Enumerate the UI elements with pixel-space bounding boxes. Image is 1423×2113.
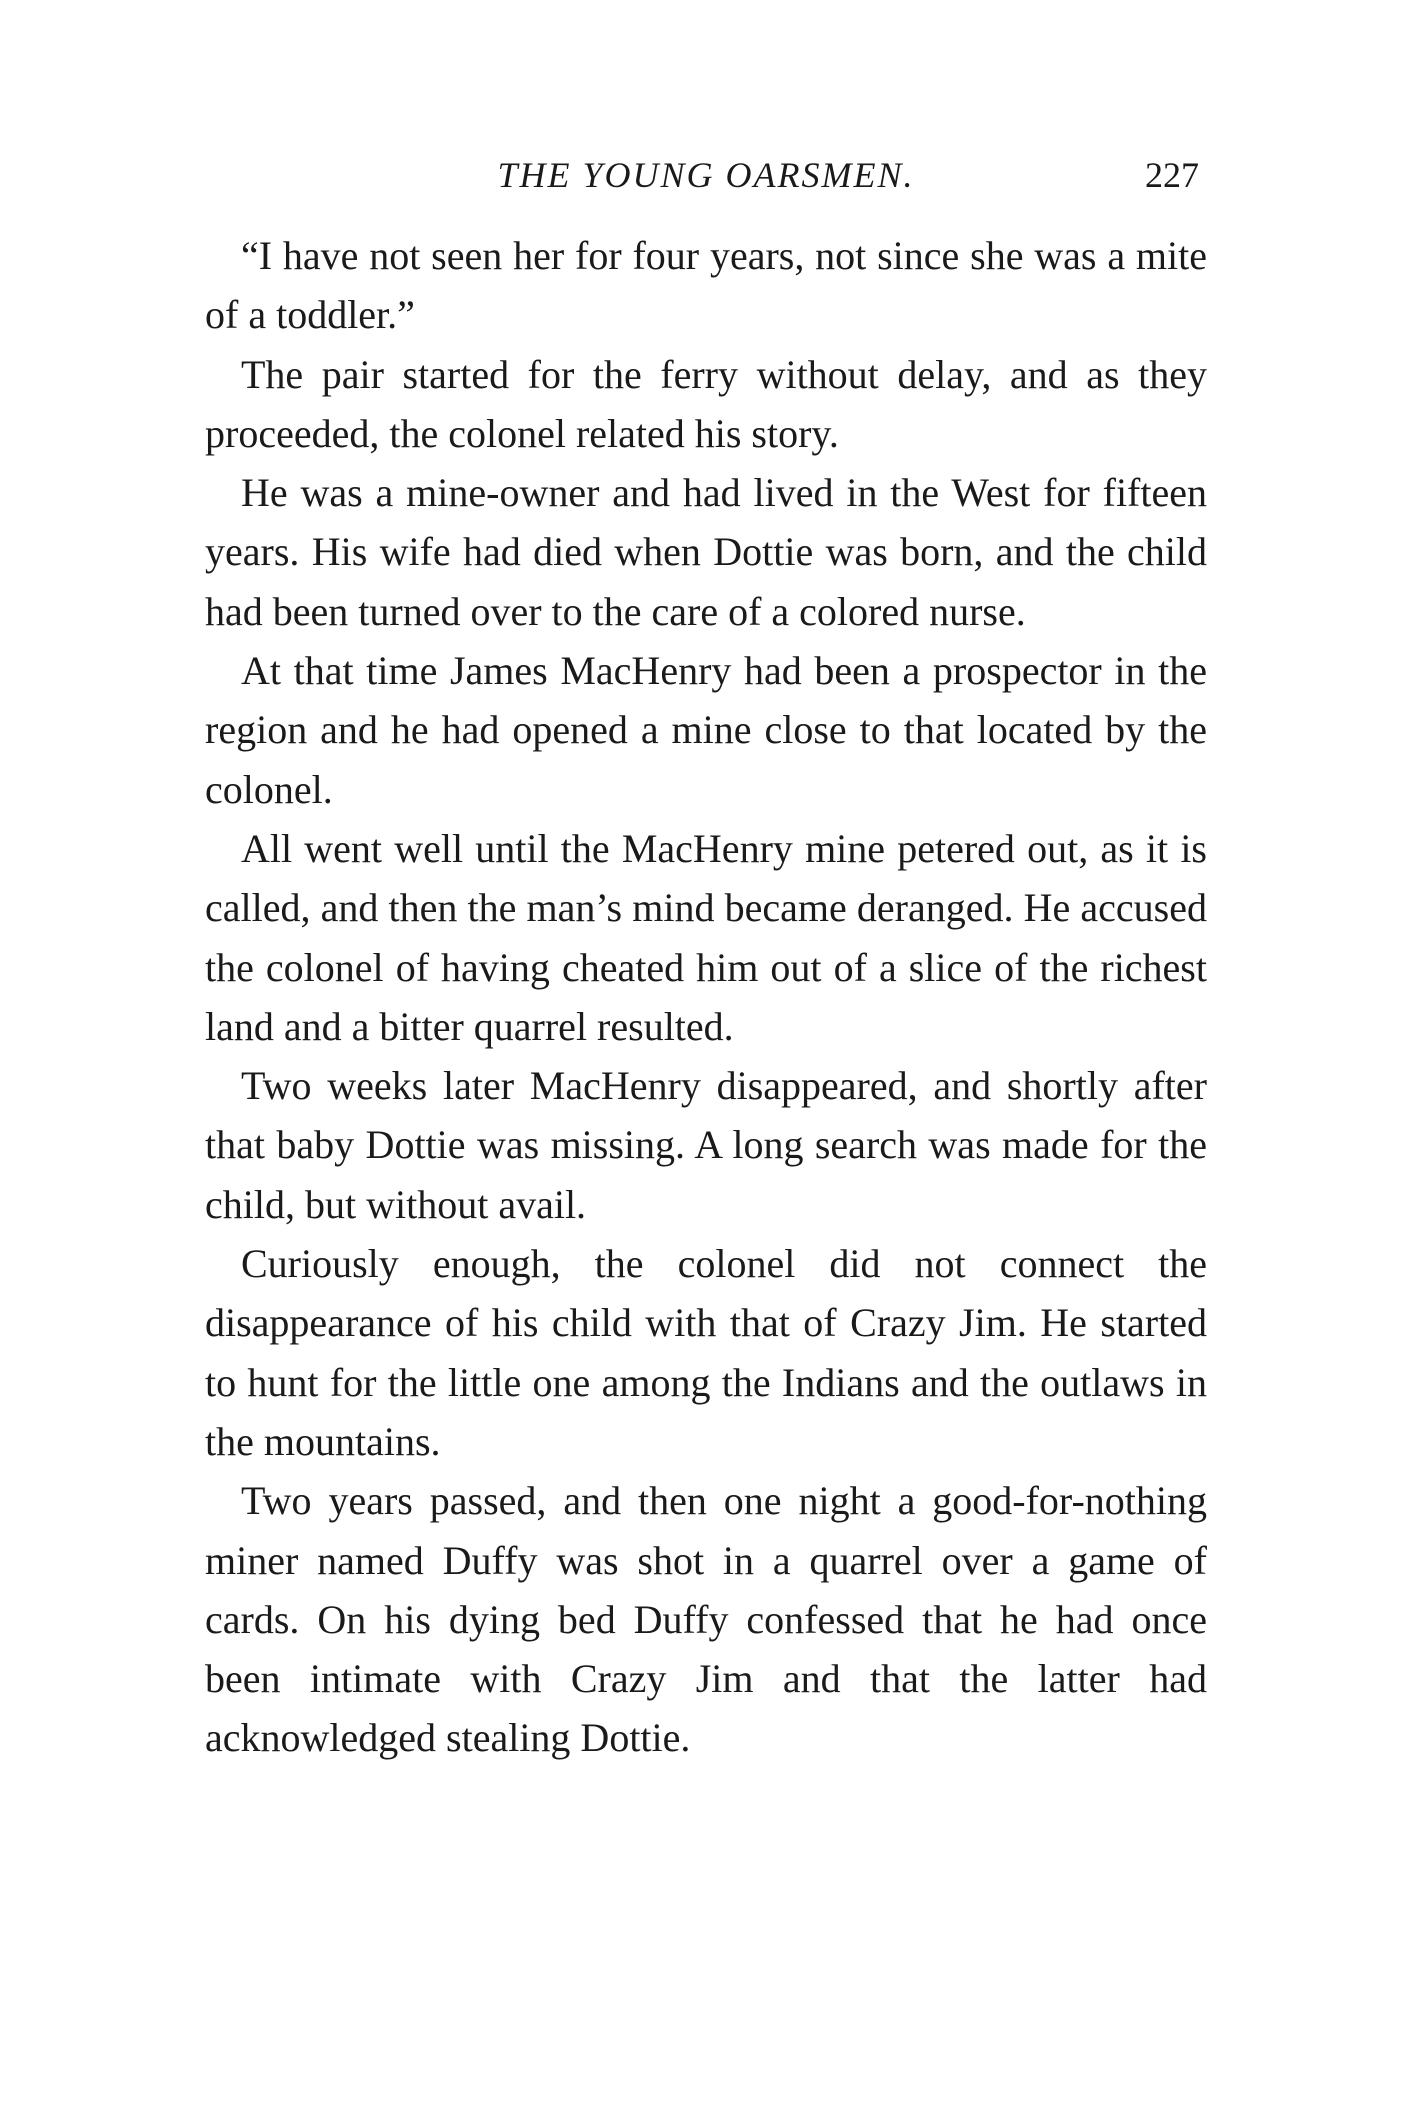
paragraph: Curiously enough, the colonel did not connect the disappearance of his child with that of Crazy Jim. He started to hunt for the little one among the Indians and the outlaws in the mountains. (205, 1241, 1207, 1464)
paragraph: Two years passed, and then one night a good-for-nothing miner named Duffy was shot in a quarrel over a game of cards. On his dying bed Duffy confessed that he had once been intimate with Crazy Jim and that the latter had acknowledged stealing Dottie. (205, 1478, 1207, 1761)
page-number: 227 (1145, 155, 1199, 195)
paragraph: At that time James MacHenry had been a prospector in the region and he had opened a mine close to that located by the colonel. (205, 648, 1207, 812)
paragraph: All went well until the MacHenry mine petered out, as it is called, and then the man’s mind became deranged. He accused the colonel of having cheated him out of a slice of the richest land and a bitter quarrel resulted. (205, 825, 1207, 1049)
body-text (205, 226, 1207, 1768)
running-title: THE YOUNG OARSMEN. (497, 155, 915, 195)
paragraph: Two weeks later MacHenry disappeared, and shortly after that baby Dottie was missing. A long search was made for the child, but without avail. (205, 1063, 1207, 1227)
paragraph: “I have not seen her for four years, not since she was a mite of a toddler.” (205, 233, 1207, 338)
running-head (205, 150, 1207, 210)
paragraph: He was a mine-owner and had lived in the West for fifteen years. His wife had died when Dottie was born, and the child had been turned over to the care of a colored nurse. (205, 470, 1207, 634)
book-page (205, 150, 1207, 2050)
paragraph: The pair started for the ferry without delay, and as they proceeded, the colonel related his story. (205, 351, 1207, 456)
